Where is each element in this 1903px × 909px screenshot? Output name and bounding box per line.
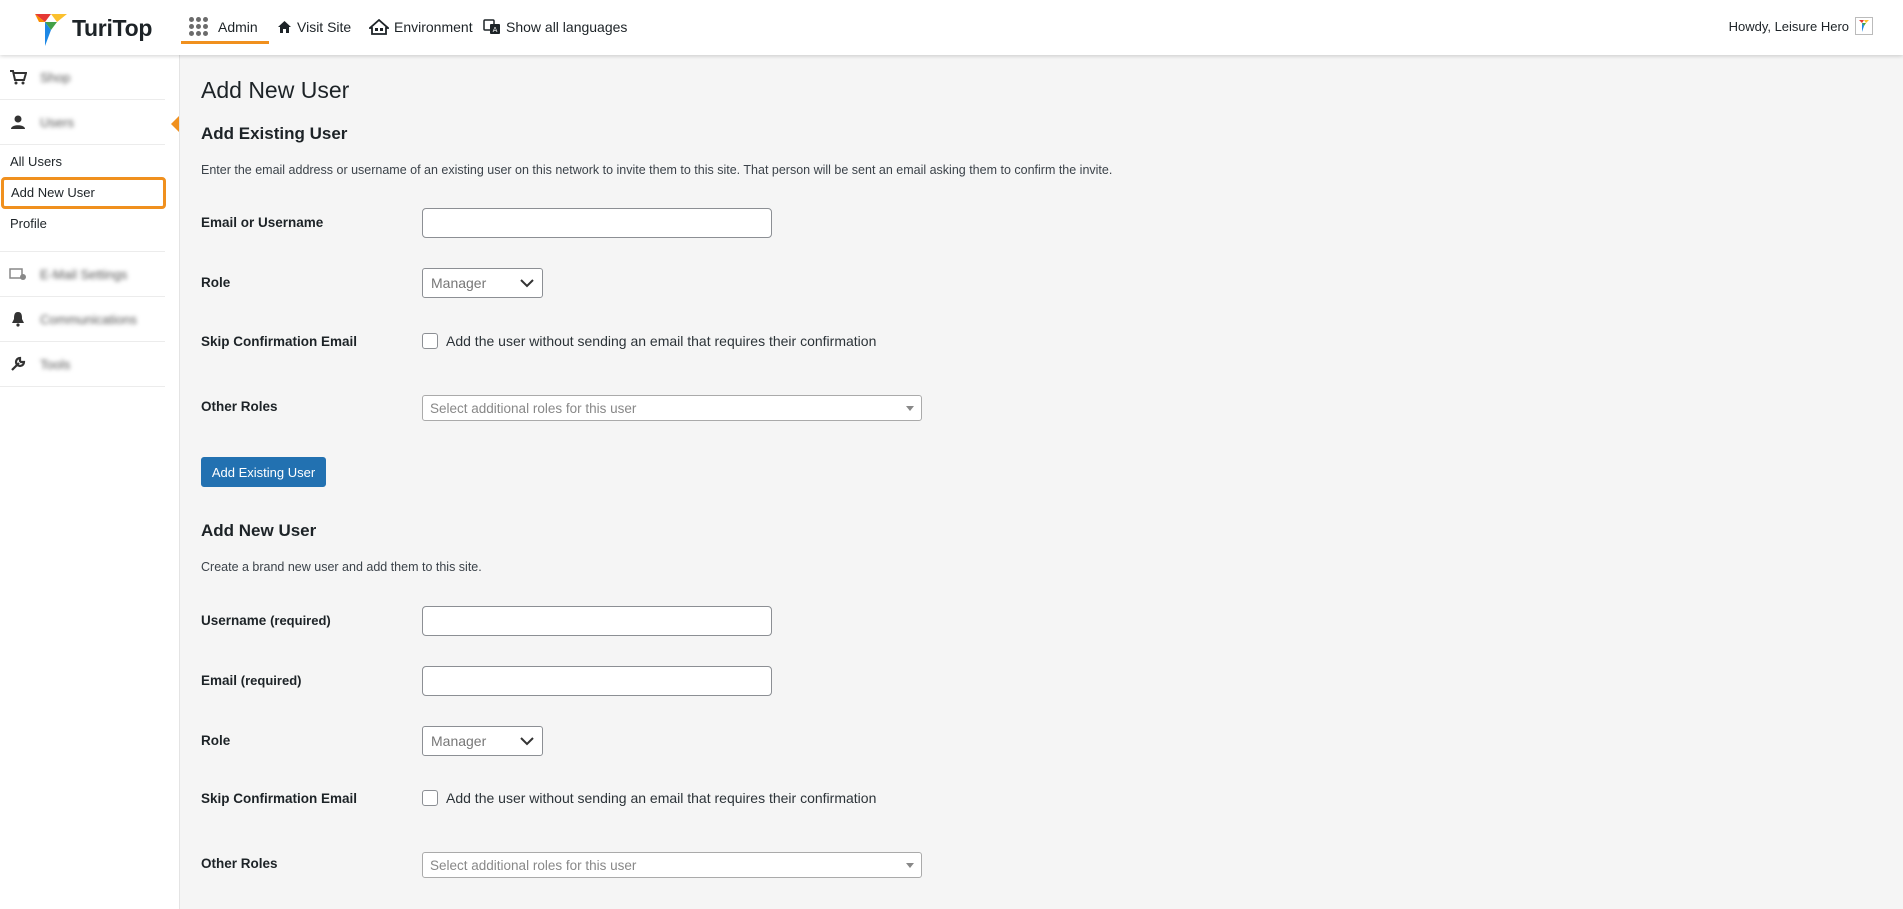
existing-skip-confirmation-checkbox[interactable] [422, 333, 438, 349]
new-other-roles-label: Other Roles [201, 856, 278, 871]
email-label-text: Email [201, 673, 238, 688]
greeting-text: Howdy, Leisure Hero [1728, 18, 1849, 34]
nav-environment[interactable] [369, 14, 473, 40]
caret-down-icon [906, 863, 914, 868]
nav-admin[interactable] [181, 12, 269, 44]
existing-skip-confirmation-option[interactable] [422, 333, 876, 349]
users-submenu [0, 145, 165, 252]
svg-text:A: A [492, 26, 498, 34]
new-other-roles-placeholder: Select additional roles for this user [430, 857, 637, 873]
add-existing-user-button[interactable]: Add Existing User [201, 457, 326, 487]
sidebar-item-users[interactable] [0, 100, 165, 145]
nav-admin-label: Admin [218, 18, 258, 35]
email-input[interactable] [422, 666, 772, 696]
email-label [201, 673, 301, 688]
nav-show-all-languages-label: Show all languages [506, 19, 628, 35]
bell-icon [9, 310, 27, 328]
username-required-note: (required) [270, 613, 331, 628]
turitop-logo[interactable] [31, 8, 152, 48]
existing-skip-confirmation-text: Add the user without sending an email that requires their confirmation [446, 333, 877, 349]
sidebar-item-tools-label: Tools [40, 356, 71, 372]
page-title: Add New User [201, 77, 350, 103]
caret-down-icon [906, 406, 914, 411]
username-label [201, 613, 331, 628]
account-menu[interactable] [1729, 17, 1873, 35]
sidebar-item-shop-label: Shop [40, 69, 71, 85]
new-skip-confirmation-label: Skip Confirmation Email [201, 791, 358, 806]
current-menu-arrow [171, 116, 179, 132]
submenu-add-new-user[interactable]: Add New User [1, 177, 166, 209]
translate-icon [483, 19, 501, 35]
add-new-user-heading: Add New User [201, 521, 317, 540]
username-label-text: Username [201, 613, 267, 628]
username-input[interactable] [422, 606, 772, 636]
existing-role-value: Manager [431, 275, 487, 291]
email-or-username-input[interactable] [422, 208, 772, 238]
sidebar-item-email-settings-label: E-Mail Settings [40, 266, 128, 282]
submenu-profile[interactable]: Profile [10, 216, 47, 231]
existing-other-roles-select[interactable] [422, 395, 922, 421]
existing-role-label: Role [201, 275, 231, 290]
admin-sidebar [0, 55, 180, 909]
environment-icon [369, 19, 389, 35]
add-existing-user-heading: Add Existing User [201, 124, 348, 143]
nav-visit-site-label: Visit Site [297, 19, 352, 35]
home-icon [277, 20, 292, 34]
nav-visit-site[interactable] [277, 14, 351, 40]
new-skip-confirmation-option[interactable] [422, 790, 876, 806]
avatar [1855, 17, 1873, 35]
submenu-all-users[interactable]: All Users [10, 154, 63, 169]
new-role-label: Role [201, 733, 231, 748]
existing-role-select[interactable] [422, 268, 543, 298]
existing-other-roles-label: Other Roles [201, 399, 278, 414]
brand-name: TuriTop [72, 14, 153, 41]
nav-environment-label: Environment [394, 19, 473, 35]
turitop-logo-icon [31, 8, 71, 48]
sidebar-item-email-settings[interactable] [0, 252, 165, 297]
add-existing-user-description: Enter the email address or username of an existing user on this network to invite them to this site. That person will be sent an email asking them to confirm the invite. [201, 163, 1113, 177]
new-other-roles-select[interactable] [422, 852, 922, 878]
new-role-select[interactable] [422, 726, 543, 756]
email-settings-icon [9, 265, 27, 283]
email-or-username-label: Email or Username [201, 215, 324, 230]
email-required-note: (required) [240, 673, 302, 688]
new-role-value: Manager [431, 733, 487, 749]
cart-icon [9, 68, 27, 86]
user-icon [9, 113, 27, 131]
new-skip-confirmation-text: Add the user without sending an email that requires their confirmation [446, 790, 877, 806]
sidebar-item-users-label: Users [40, 114, 74, 130]
wrench-icon [9, 355, 27, 373]
existing-skip-confirmation-label: Skip Confirmation Email [201, 334, 358, 349]
apps-grid-icon [189, 17, 208, 36]
chevron-down-icon [520, 736, 534, 746]
sidebar-item-tools[interactable] [0, 342, 165, 387]
sidebar-item-shop[interactable] [0, 55, 165, 100]
existing-other-roles-placeholder: Select additional roles for this user [430, 400, 637, 416]
admin-top-bar [0, 0, 1903, 55]
sidebar-item-communications[interactable] [0, 297, 165, 342]
new-skip-confirmation-checkbox[interactable] [422, 790, 438, 806]
avatar-logo-icon [1858, 19, 1870, 33]
sidebar-item-communications-label: Communications [40, 311, 137, 327]
add-new-user-description: Create a brand new user and add them to this site. [201, 560, 482, 574]
nav-show-all-languages[interactable] [483, 14, 627, 40]
chevron-down-icon [520, 278, 534, 288]
